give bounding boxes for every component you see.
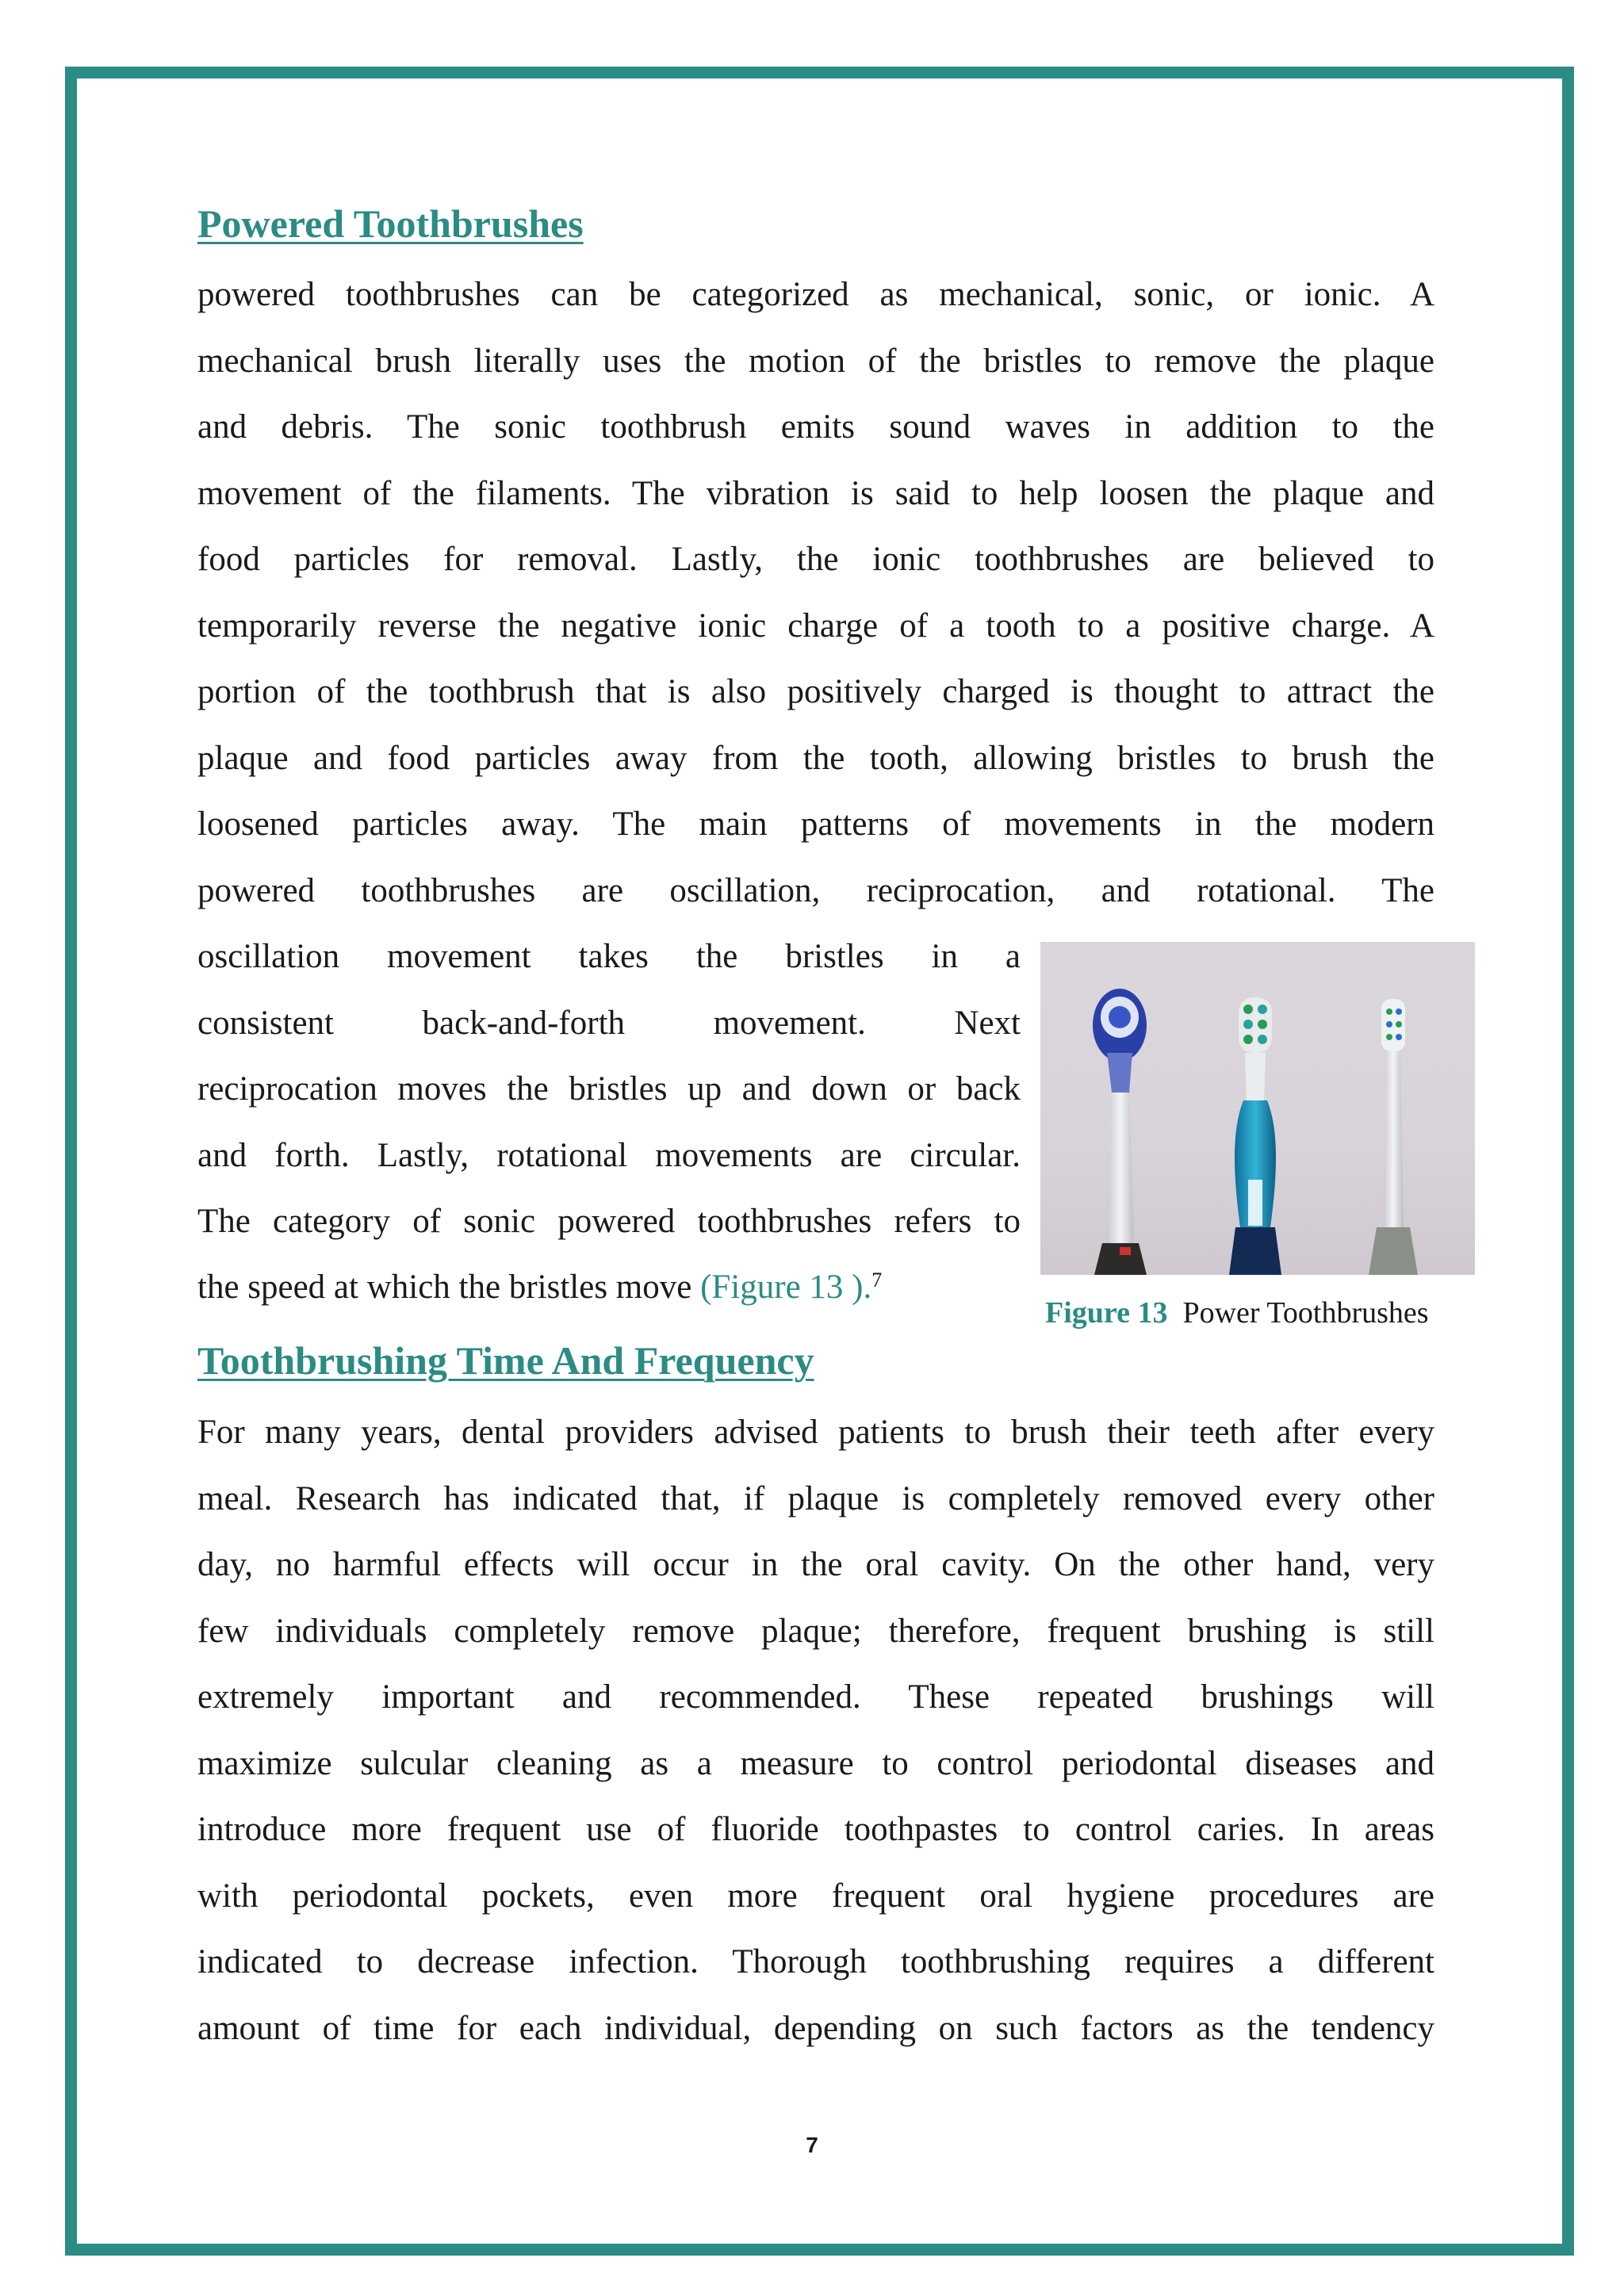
text-line: maximize sulcular cleaning as a measure to control periodontal diseases and bbox=[197, 1744, 1434, 1782]
citation-number: 7 bbox=[871, 1269, 883, 1292]
heading-powered-toothbrushes: Powered Toothbrushes bbox=[197, 201, 584, 246]
text-line: amount of time for each individual, depending on such factors as the tendency bbox=[197, 2009, 1434, 2047]
toothbrush-right bbox=[1369, 999, 1418, 1275]
toothbrush-middle bbox=[1229, 997, 1281, 1275]
toothbrushes-illustration bbox=[1040, 942, 1475, 1275]
text-line: consistent back-and-forth movement. Next bbox=[197, 1004, 1021, 1042]
text-line: extremely important and recommended. These repeated brushings will bbox=[197, 1678, 1434, 1716]
text-line: food particles for removal. Lastly, the ionic toothbrushes are believed to bbox=[197, 541, 1434, 578]
text-line: meal. Research has indicated that, if plaque is completely removed every other bbox=[197, 1479, 1434, 1517]
figure-label: Figure 13 bbox=[1045, 1296, 1168, 1330]
text-line: introduce more frequent use of fluoride toothpastes to control caries. In areas bbox=[197, 1811, 1434, 1848]
figure-power-toothbrushes-image bbox=[1040, 942, 1475, 1275]
paragraph-last-line bbox=[197, 1254, 1021, 1321]
last-line-text: the speed at which the bristles move bbox=[197, 1269, 701, 1306]
text-line: temporarily reverse the negative ionic charge of a tooth to a positive charge. A bbox=[197, 607, 1434, 645]
text-line: powered toothbrushes can be categorized as mechanical, sonic, or ionic. A bbox=[197, 276, 1434, 313]
text-line: reciprocation moves the bristles up and down or back bbox=[197, 1070, 1021, 1108]
heading-toothbrushing-time: Toothbrushing Time And Frequency bbox=[197, 1338, 814, 1383]
text-line: few individuals completely remove plaque; therefore, frequent brushing is still bbox=[197, 1612, 1434, 1650]
text-line: plaque and food particles away from the tooth, allowing bristles to brush the bbox=[197, 739, 1434, 777]
text-line: oscillation movement takes the bristles in a bbox=[197, 938, 1021, 975]
figure-reference-link[interactable]: (Figure 13 ). bbox=[700, 1269, 872, 1306]
text-line: powered toothbrushes are oscillation, reciprocation, and rotational. The bbox=[197, 871, 1434, 909]
text-line: mechanical brush literally uses the motion of the bristles to remove the plaque bbox=[197, 342, 1434, 380]
text-line: and debris. The sonic toothbrush emits sound waves in addition to the bbox=[197, 408, 1434, 446]
text-line: movement of the filaments. The vibration is said to help loosen the plaque and bbox=[197, 474, 1434, 512]
figure-caption-text: Power Toothbrushes bbox=[1182, 1296, 1429, 1330]
text-line: The category of sonic powered toothbrushes refers to bbox=[197, 1203, 1021, 1240]
text-line: indicated to decrease infection. Thorough toothbrushing requires a different bbox=[197, 1943, 1434, 1980]
text-line: portion of the toothbrush that is also positively charged is thought to attract the bbox=[197, 673, 1434, 710]
toothbrush-left bbox=[1093, 989, 1147, 1275]
text-line: with periodontal pockets, even more frequent oral hygiene procedures are bbox=[197, 1877, 1434, 1915]
page-number: 7 bbox=[806, 2133, 818, 2157]
text-line: and forth. Lastly, rotational movements are circular. bbox=[197, 1136, 1021, 1174]
text-line: loosened particles away. The main patterns of movements in the modern bbox=[197, 806, 1434, 843]
paragraph-toothbrushing-time bbox=[197, 1399, 1434, 2061]
text-line: day, no harmful effects will occur in the oral cavity. On the other hand, very bbox=[197, 1546, 1434, 1583]
paragraph-powered-toothbrushes bbox=[197, 262, 1434, 924]
figure-caption bbox=[1045, 1295, 1429, 1331]
paragraph-movement-patterns bbox=[197, 924, 1021, 1255]
text-line: For many years, dental providers advised patients to brush their teeth after every bbox=[197, 1414, 1434, 1451]
